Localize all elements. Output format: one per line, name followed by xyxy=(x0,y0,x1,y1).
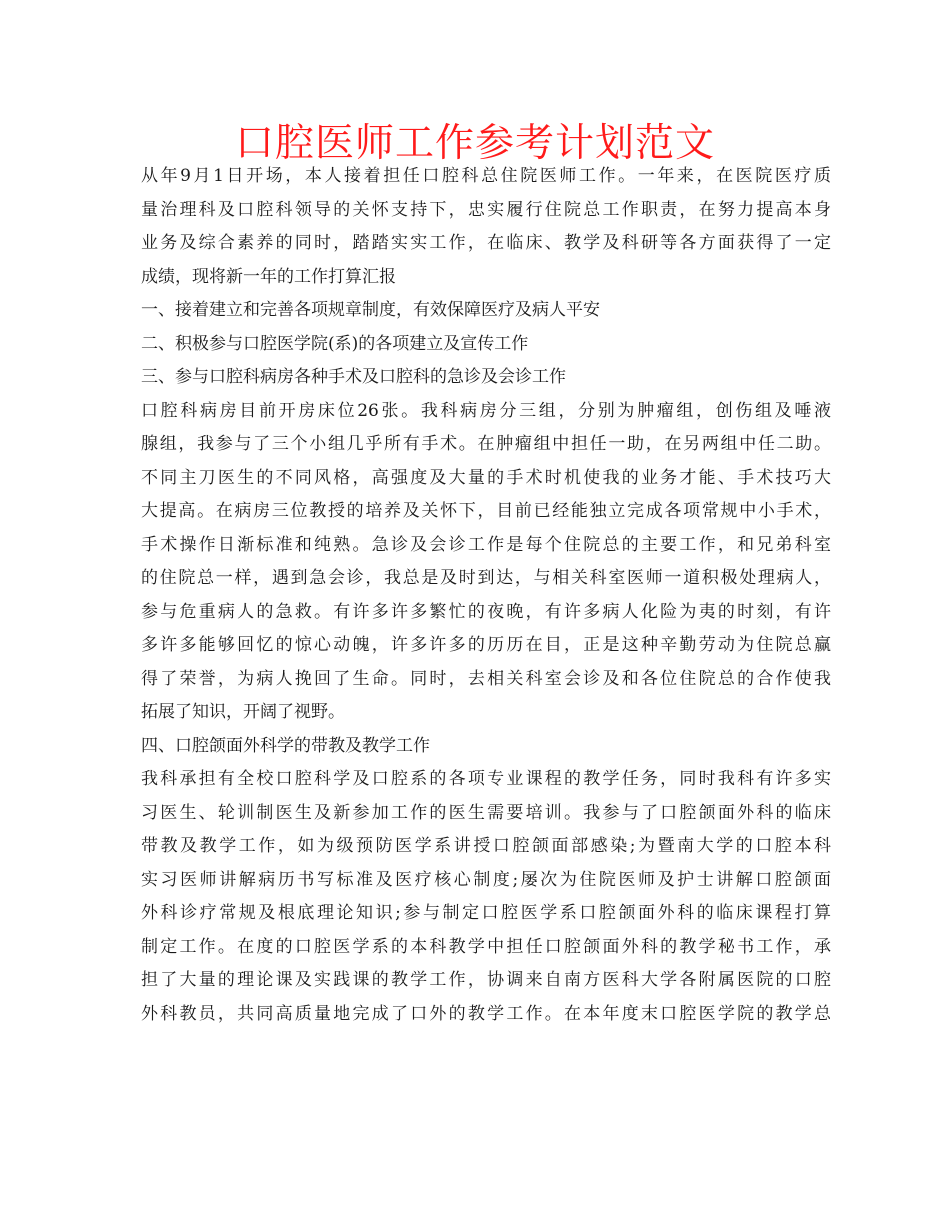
document-body xyxy=(141,160,831,1031)
text-line: 二、积极参与口腔医学院(系)的各项建立及宣传工作 xyxy=(141,333,529,354)
text-line: 的住院总一样，遇到急会诊，我总是及时到达，与相关科室医师一道积极处理病人， xyxy=(141,568,831,588)
text-line: 大提高。在病房三位教授的培养及关怀下，目前已经能独立完成各项常规中小手术， xyxy=(141,501,831,521)
text-line: 实习医师讲解病历书写标准及医疗核心制度;屡次为住院医师及护士讲解口腔颌面 xyxy=(141,869,831,890)
text-line: 三、参与口腔科病房各种手术及口腔科的急诊及会诊工作 xyxy=(141,367,566,387)
text-line: 多许多能够回忆的惊心动魄，许多许多的历历在目，正是这种辛勤劳动为住院总赢 xyxy=(141,635,831,655)
text-line: 量治理科及口腔科领导的关怀支持下，忠实履行住院总工作职责，在努力提高本身 xyxy=(141,199,831,220)
text-line: 腺组，我参与了三个小组几乎所有手术。在肿瘤组中担任一助，在另两组中任二助。 xyxy=(141,434,831,454)
text-line: 得了荣誉，为病人挽回了生命。同时，去相关科室会诊及和各位住院总的合作使我 xyxy=(141,668,831,689)
text-line: 担了大量的理论课及实践课的教学工作，协调来自南方医科大学各附属医院的口腔 xyxy=(141,970,831,990)
text-line: 制定工作。在度的口腔医学系的本科教学中担任口腔颌面外科的教学秘书工作，承 xyxy=(141,936,831,957)
text-line: 拓展了知识，开阔了视野。 xyxy=(141,702,345,722)
text-line: 从年9月1日开场，本人接着担任口腔科总住院医师工作。一年来，在医院医疗质 xyxy=(141,166,831,186)
text-line: 不同主刀医生的不同风格，高强度及大量的手术时机使我的业务才能、手术技巧大 xyxy=(141,467,831,488)
text-line: 业务及综合素养的同时，踏踏实实工作，在临床、教学及科研等各方面获得了一定 xyxy=(141,233,831,253)
text-line: 外科诊疗常规及根底理论知识;参与制定口腔医学系口腔颌面外科的临床课程打算 xyxy=(141,903,831,923)
text-line: 外科教员，共同高质量地完成了口外的教学工作。在本年度末口腔医学院的教学总 xyxy=(141,1003,831,1024)
text-line: 一、接着建立和完善各项规章制度，有效保障医疗及病人平安 xyxy=(141,300,600,320)
document-title: 口腔医师工作参考计划范文 xyxy=(234,121,715,166)
text-line: 习医生、轮训制医生及新参加工作的医生需要培训。我参与了口腔颌面外科的临床 xyxy=(141,802,831,823)
text-line: 参与危重病人的急救。有许多许多繁忙的夜晚，有许多病人化险为夷的时刻，有许 xyxy=(141,601,831,622)
text-line: 成绩，现将新一年的工作打算汇报 xyxy=(141,266,396,287)
text-line: 我科承担有全校口腔科学及口腔系的各项专业课程的教学任务，同时我科有许多实 xyxy=(141,769,831,789)
text-line: 带教及教学工作，如为级预防医学系讲授口腔颌面部感染;为暨南大学的口腔本科 xyxy=(141,836,831,856)
text-line: 手术操作日渐标准和纯熟。急诊及会诊工作是每个住院总的主要工作，和兄弟科室 xyxy=(141,534,831,555)
text-line: 四、口腔颌面外科学的带教及教学工作 xyxy=(141,735,430,756)
text-line: 口腔科病房目前开房床位26张。我科病房分三组，分别为肿瘤组，创伤组及唾液 xyxy=(141,400,831,421)
